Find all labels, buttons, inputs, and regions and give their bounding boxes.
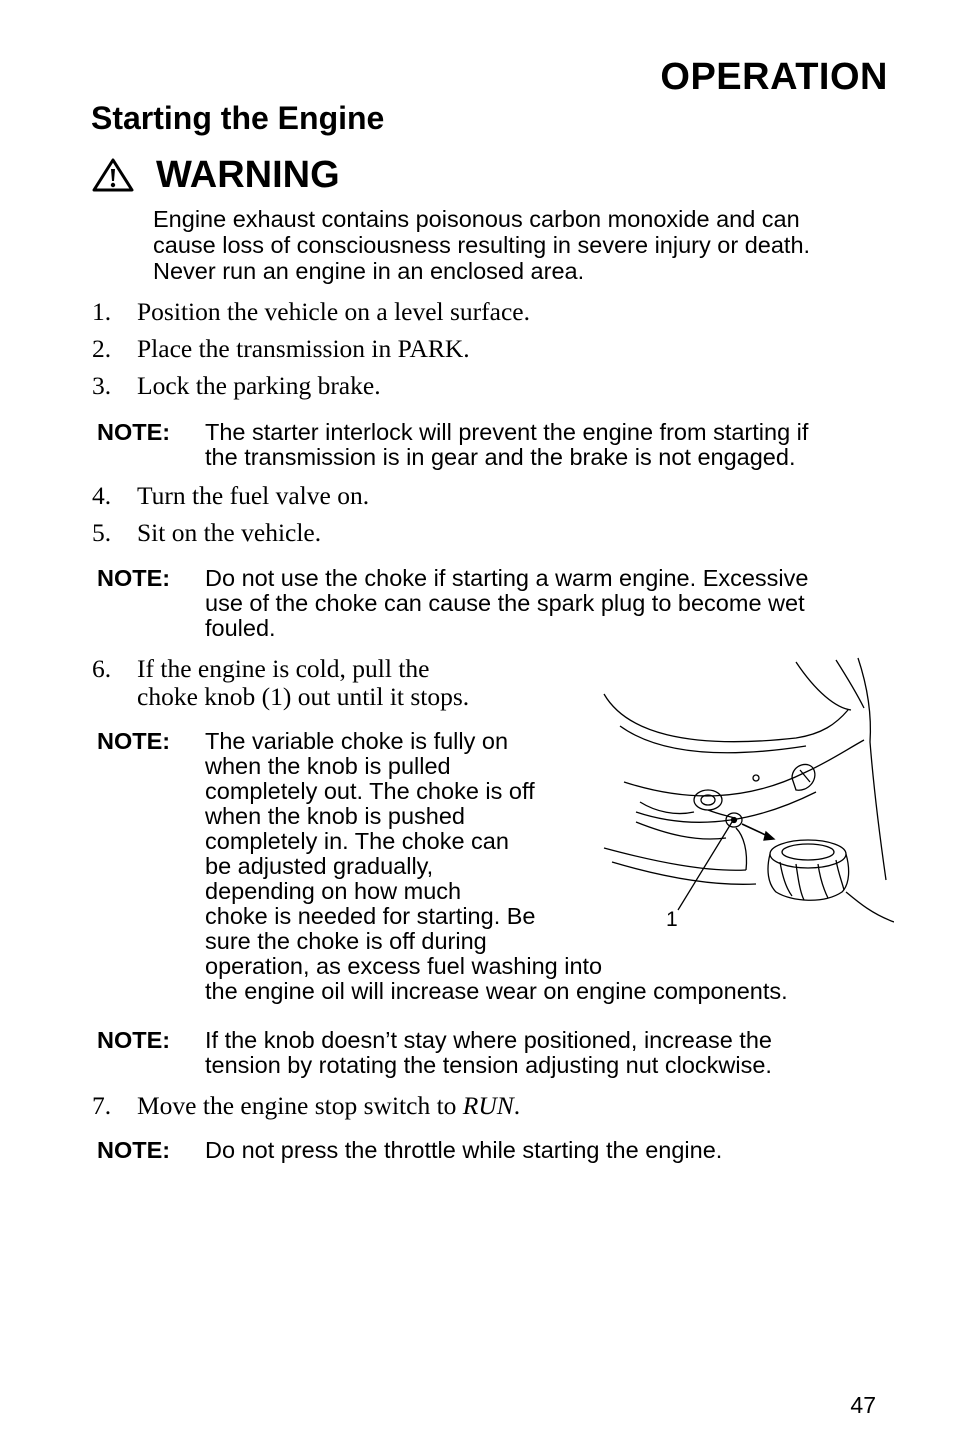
step-text: Sit on the vehicle. (137, 518, 322, 547)
step-text-suffix: . (513, 1091, 521, 1120)
note-text: Do not press the throttle while starting the engine. (205, 1137, 723, 1163)
note-label: NOTE: (97, 1027, 171, 1053)
step-7 (92, 1092, 520, 1120)
warning-line: cause loss of consciousness resulting in severe injury or death. (153, 232, 811, 258)
page-title: Starting the Engine (91, 100, 385, 136)
step-text: Lock the parking brake. (137, 371, 381, 400)
figure-callout-1: 1 (666, 908, 678, 931)
step-3 (92, 372, 381, 400)
step-text: If the engine is cold, pull the (137, 654, 430, 683)
step-text: Move the engine stop switch to (137, 1091, 463, 1120)
note-text: The starter interlock will prevent the engine from starting if the transmission is in gear and the brake is not engaged. (205, 419, 809, 470)
step-number: 1. (92, 297, 112, 326)
warning-line: Engine exhaust contains poisonous carbon monoxide and can (153, 206, 800, 232)
note-label: NOTE: (97, 565, 171, 591)
step-4 (92, 482, 369, 510)
step-text: Position the vehicle on a level surface. (137, 297, 530, 326)
step-1 (92, 298, 530, 326)
warning-header (92, 150, 340, 200)
step-emphasis: RUN (462, 1091, 514, 1120)
step-2 (92, 335, 470, 363)
note-text: The variable choke is fully on when the knob is pulled completely out. The choke is off when the knob is pushed completely in. The choke can be adjusted gradually, depending on how much choke is needed for starting. Be sure the choke is off during operation, as excess fuel washing into the engine oil will increase wear on engine components. (205, 728, 788, 1004)
warning-text (153, 206, 883, 284)
page-number: 47 (850, 1392, 876, 1418)
step-text: Turn the fuel valve on. (137, 481, 370, 510)
step-number: 3. (92, 371, 112, 400)
step-number: 6. (92, 654, 112, 683)
note-label: NOTE: (97, 419, 171, 445)
step-5 (92, 519, 321, 547)
warning-triangle-icon (92, 158, 134, 192)
note-text: If the knob doesn’t stay where positioned, increase the tension by rotating the tension adjusting nut clockwise. (205, 1027, 772, 1078)
note-text: Do not use the choke if starting a warm engine. Excessive use of the choke can cause the spark plug to become wet fouled. (205, 565, 809, 641)
note-label: NOTE: (97, 728, 171, 754)
step-text-continued: choke knob (1) out until it stops. (137, 682, 470, 711)
note-label: NOTE: (97, 1137, 171, 1163)
step-number: 7. (92, 1091, 112, 1120)
step-number: 5. (92, 518, 112, 547)
section-header: OPERATION (660, 56, 888, 98)
choke-knob-illustration (596, 652, 894, 934)
step-text: Place the transmission in PARK. (137, 334, 470, 363)
step-6 (92, 655, 469, 711)
warning-title: WARNING (156, 153, 340, 196)
step-number: 4. (92, 481, 112, 510)
step-number: 2. (92, 334, 112, 363)
warning-line: Never run an engine in an enclosed area. (153, 258, 585, 284)
